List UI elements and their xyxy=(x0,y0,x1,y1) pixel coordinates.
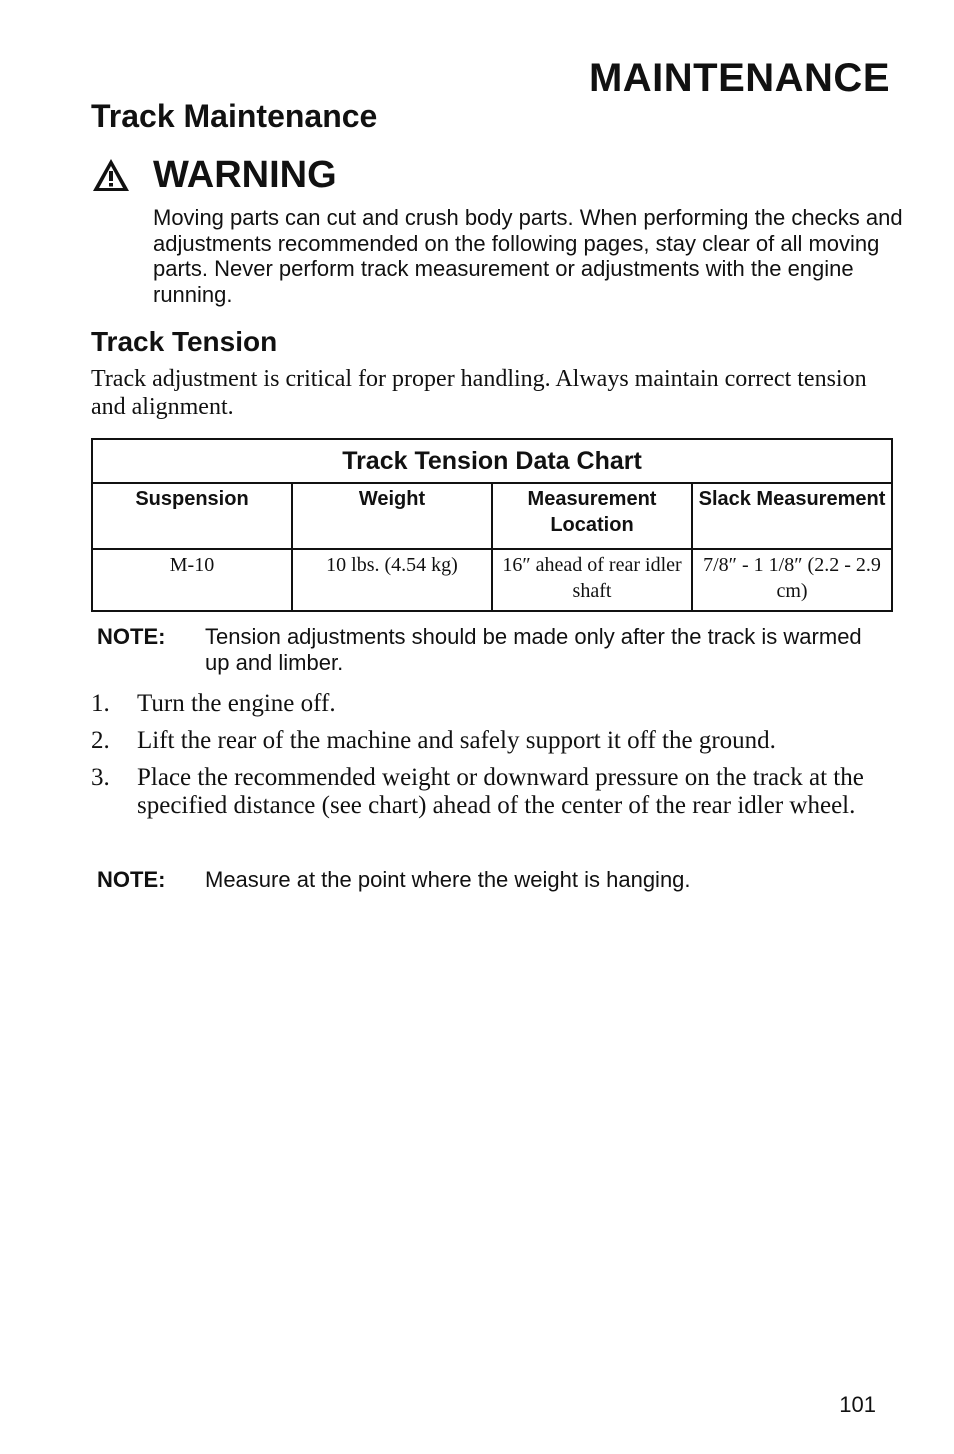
warning-header xyxy=(91,152,337,198)
header-suspension: Suspension xyxy=(92,483,292,549)
track-tension-heading: Track Tension xyxy=(91,326,278,357)
warning-text: Moving parts can cut and crush body parts. When performing the checks and adjustments recommended on the following pages, stay clear of all moving parts. Never perform track measurement or adjustments with the engine running. xyxy=(153,205,903,307)
section-title: Track Maintenance xyxy=(91,98,378,134)
step-number: 2. xyxy=(91,727,110,754)
list-item xyxy=(91,764,891,820)
list-item xyxy=(91,690,891,718)
warning-triangle-icon xyxy=(91,157,131,193)
note-label: NOTE: xyxy=(97,624,166,649)
list-item xyxy=(91,727,891,755)
chart-header-row xyxy=(92,483,892,549)
header-slack-measurement: Slack Measurement xyxy=(692,483,892,549)
track-tension-data-chart xyxy=(91,438,893,612)
page-number: 101 xyxy=(839,1392,876,1417)
note-measure-point xyxy=(97,867,875,893)
note-text: Tension adjustments should be made only after the track is warmed up and limber. xyxy=(205,624,862,675)
step-text: Place the recommended weight or downward pressure on the track at the specified distance (see chart) ahead of the center of the rear idler wheel. xyxy=(137,764,864,819)
note-tension-adjustments xyxy=(97,624,875,675)
cell-measurement-location: 16″ ahead of rear idler shaft xyxy=(492,549,692,611)
header-weight: Weight xyxy=(292,483,492,549)
step-number: 1. xyxy=(91,690,110,717)
step-number: 3. xyxy=(91,764,110,791)
cell-weight: 10 lbs. (4.54 kg) xyxy=(292,549,492,611)
table-row xyxy=(92,549,892,611)
note-text: Measure at the point where the weight is hanging. xyxy=(205,867,691,892)
cell-slack-measurement: 7/8″ - 1 1/8″ (2.2 - 2.9 cm) xyxy=(692,549,892,611)
cell-suspension: M-10 xyxy=(92,549,292,611)
chart-caption: Track Tension Data Chart xyxy=(92,439,892,483)
step-text: Turn the engine off. xyxy=(137,690,336,717)
step-text: Lift the rear of the machine and safely support it off the ground. xyxy=(137,727,776,754)
note-label: NOTE: xyxy=(97,867,166,892)
track-tension-intro: Track adjustment is critical for proper handling. Always maintain correct tension and alignment. xyxy=(91,366,867,420)
procedure-steps xyxy=(91,690,891,829)
warning-title: WARNING xyxy=(153,153,337,196)
header-measurement-location: Measurement Location xyxy=(492,483,692,549)
chapter-title: MAINTENANCE xyxy=(588,56,890,100)
